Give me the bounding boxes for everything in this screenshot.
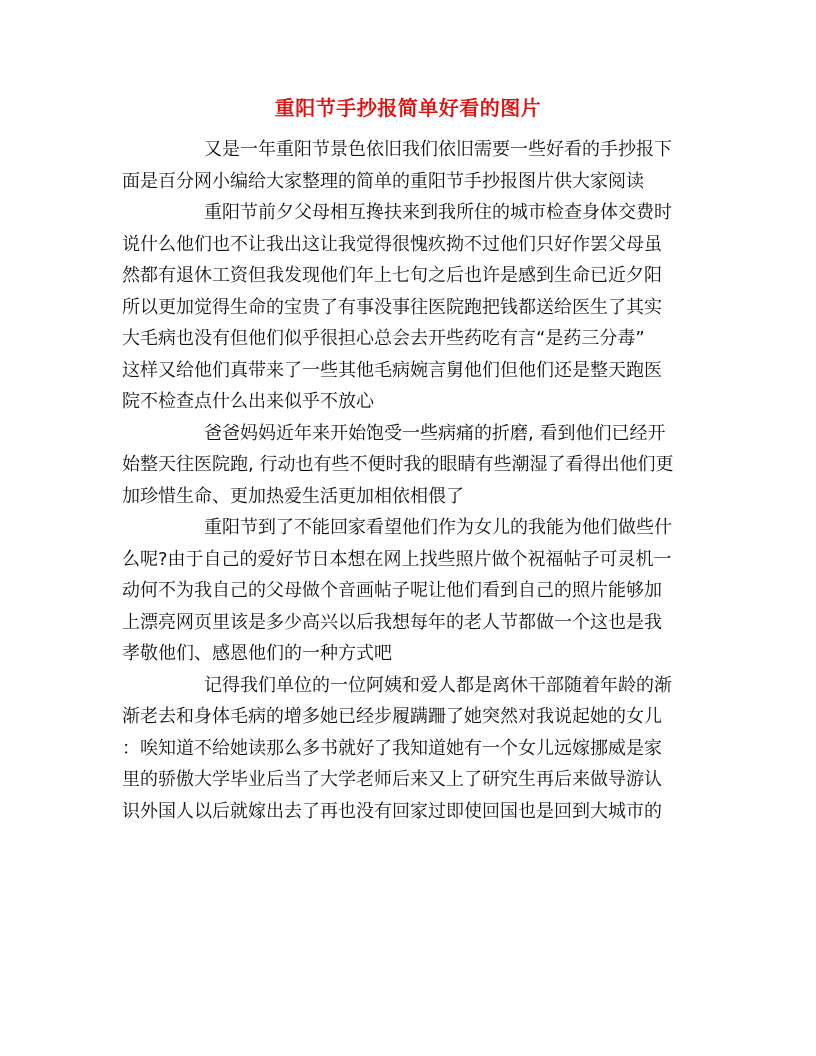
text-line: 爸爸妈妈近年来开始饱受一些病痛的折磨, 看到他们已经开 <box>204 422 666 444</box>
text-line: 渐老去和身体毛病的增多她已经步履蹒跚了她突然对我说起她的女儿 <box>122 706 662 727</box>
text-line: 然都有退休工资但我发现他们年上七旬之后也许是感到生命已近夕阳 <box>122 265 662 286</box>
document-body <box>122 134 694 827</box>
paragraph-5 <box>122 670 694 828</box>
page-title: 重阳节手抄报简单好看的图片 <box>274 96 542 120</box>
text-line: 加珍惜生命、更加热爱生活更加相依相偎了 <box>122 485 464 507</box>
text-line: 里的骄傲大学毕业后当了大学老师后来又上了研究生再后来做导游认 <box>122 769 662 790</box>
text-line: 始整天往医院跑, 行动也有些不便时我的眼睛有些潮湿了看得出他们更 <box>122 454 674 475</box>
text-line: 大毛病也没有但他们似乎很担心总会去开些药吃有言“是药三分毒” <box>122 328 645 349</box>
text-line: ：唉知道不给她读那么多书就好了我知道她有一个女儿远嫁挪威是家 <box>122 737 662 759</box>
text-line: 动何不为我自己的父母做个音画帖子呢让他们看到自己的照片能够加 <box>122 580 662 601</box>
text-line: 这样又给他们真带来了一些其他毛病婉言舅他们但他们还是整天跑医 <box>122 359 662 381</box>
text-line: 上漂亮网页里该是多少高兴以后我想每年的老人节都做一个这也是我 <box>122 611 662 633</box>
text-line: 说什么他们也不让我出这让我觉得很愧疚拗不过他们只好作罢父母虽 <box>122 233 662 255</box>
text-line: 孝敬他们、感恩他们的一种方式吧 <box>122 643 392 664</box>
text-line: 院不检查点什么出来似乎不放心 <box>122 391 374 412</box>
text-line: 么呢?由于自己的爱好节日本想在网上找些照片做个祝福帖子可灵机一 <box>122 548 672 570</box>
paragraph-4 <box>122 512 694 670</box>
text-line: 面是百分网小编给大家整理的简单的重阳节手抄报图片供大家阅读 <box>122 170 644 192</box>
text-line: 重阳节前夕父母相互搀扶来到我所住的城市检查身体交费时 <box>204 202 672 223</box>
paragraph-1 <box>122 134 694 197</box>
text-line: 重阳节到了不能回家看望他们作为女儿的我能为他们做些什 <box>204 517 672 538</box>
paragraph-2 <box>122 197 694 418</box>
text-line: 又是一年重阳节景色依旧我们依旧需要一些好看的手抄报下 <box>204 139 672 160</box>
text-line: 识外国人以后就嫁出去了再也没有回家过即使回国也是回到大城市的 <box>122 800 662 822</box>
paragraph-3 <box>122 418 694 513</box>
text-line: 记得我们单位的一位阿姨和爱人都是离休干部随着年龄的渐 <box>204 674 672 696</box>
text-line: 所以更加觉得生命的宝贵了有事没事往医院跑把钱都送给医生了其实 <box>122 296 662 318</box>
